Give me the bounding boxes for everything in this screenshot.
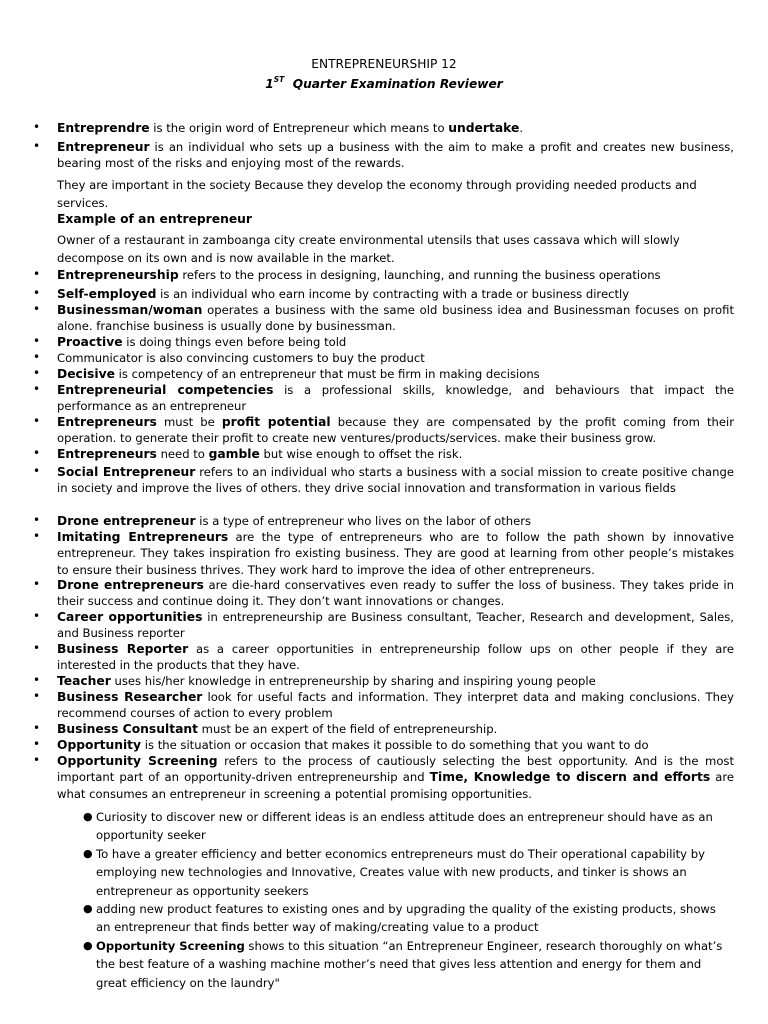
list-item [33,286,734,302]
bullet-icon: • [33,302,41,316]
list-item [33,139,734,172]
definition: must be an expert of the field of entrepreneurship. [198,722,498,736]
list-item [33,513,734,529]
list-item [33,689,734,722]
definition: need to [156,447,209,461]
term: Entrepreneurs [57,447,157,461]
entrepreneur-importance: They are important in the society Because they develop the economy through providing needed products and services. [57,178,697,211]
term: Imitating Entrepreneurs [57,530,229,544]
term: Business Researcher [57,690,203,704]
term: Entrepreneurs [57,415,157,429]
definition: is an individual who earn income by contracting with a trade or business directly [156,287,630,301]
definition: Curiosity to discover new or different ideas is an endless attitude does an entrepreneur should have as an opportunity seeker [96,810,713,843]
subtitle-number: 1 [265,77,274,92]
document-subtitle [0,72,768,93]
bullet-icon: • [33,446,41,460]
term: Drone entrepreneur [57,514,196,528]
term: Entrepreneurship [57,268,179,282]
definition: as a career opportunities in entrepreneurship follow ups on other people if they are interested in the products that they have. [57,642,734,673]
list-item [33,721,734,737]
sub-list-item [83,808,734,845]
definition: uses his/her knowledge in entrepreneurship by sharing and inspiring young people [110,674,596,688]
bullet-icon: ● [83,847,93,860]
bullet-icon: • [33,286,41,300]
list-item [33,382,734,415]
list-item [33,577,734,610]
list-item [33,120,734,136]
bullet-icon: • [33,609,41,623]
bullet-icon: • [33,120,41,134]
bullet-icon: • [33,464,41,478]
term: Entrepreneur [57,140,150,154]
bullet-icon: • [33,267,41,281]
bullet-icon: • [33,350,41,364]
sub-list-item [83,845,734,900]
list-item [33,464,734,497]
term: Business Consultant [57,722,198,736]
bullet-icon: ● [83,939,93,952]
definition: is competency of an entrepreneur that must be firm in making decisions [114,367,540,381]
term: Decisive [57,367,115,381]
definition: Communicator is also convincing customers to buy the product [57,351,425,365]
bullet-icon: • [33,721,41,735]
list-item [33,302,734,335]
definition: refers to the process of cautiously selecting the best opportunity. And is the most important part of an opportunity-driven entrepreneurship and [57,754,735,785]
bullet-icon: ● [83,902,93,915]
definition: are die-hard conservatives even ready to suffer the loss of business. They takes pride in their success and continue doing it. They don’t want innovations or changes. [57,578,734,609]
definition: is an individual who sets up a business with the aim to make a profit and creates new business, bearing most of the risks and enjoying most of the rewards. [57,140,734,171]
term: undertake [448,121,520,135]
definition: operates a business with the same old business idea and Businessman focuses on profit alone. franchise business is usually done by businessman. [57,303,734,334]
list-item [33,737,734,753]
list-item [33,267,734,283]
subtitle-text: Quarter Examination Reviewer [292,77,503,92]
sub-list-item [83,937,734,992]
term: Career opportunities [57,610,203,624]
definition: is doing things even before being told [122,335,347,349]
term: Self-employed [57,287,157,301]
definition: in entrepreneurship are Business consultant, Teacher, Research and development, Sales, and Business reporter [57,610,734,641]
definition: To have a greater efficiency and better economics entrepreneurs must do Their operational capability by employing new technologies and Innovative, Creates value with new products, and tinker is shows an entrepreneur as opportunity seekers [96,847,705,898]
term: gamble [208,447,260,461]
term: Teacher [57,674,111,688]
bullet-icon: • [33,753,41,767]
sub-list-item [83,900,734,937]
definition: is the origin word of Entrepreneur which means to [149,121,449,135]
bullet-icon: • [33,414,41,428]
list-item [33,350,734,366]
bullet-icon: • [33,334,41,348]
bullet-icon: • [33,641,41,655]
bullet-icon: • [33,737,41,751]
list-item [33,609,734,642]
definition: but wise enough to offset the risk. [259,447,463,461]
definition: . [519,121,524,135]
example-heading: Example of an entrepreneur [57,212,252,226]
bullet-icon: ● [83,810,93,823]
definition: are what consumes an entrepreneur in screening a potential promising opportunities. [57,770,734,801]
term: Time, Knowledge to discern and efforts [429,770,711,785]
term: Opportunity [57,738,142,752]
document-title: ENTREPRENEURSHIP 12 [311,57,457,71]
term: profit potential [221,415,331,429]
definition: are the type of entrepreneurs who are to follow the path shown by innovative entrepreneur. They takes inspiration fro existing business. They are good at learning from other people’s mistakes to ensure their business thrives. They work hard to improve the idea of other entrepreneurs. [57,530,734,577]
bullet-icon: • [33,513,41,527]
example-text: Owner of a restaurant in zamboanga city create environmental utensils that uses cassava which will slowly decompose on its own and is now available in the market. [57,233,680,266]
term: Business Reporter [57,642,189,656]
bullet-icon: • [33,139,41,153]
list-item [33,334,734,350]
term: Opportunity Screening [57,754,218,768]
bullet-icon: • [33,382,41,396]
bullet-icon: • [33,577,41,591]
definition: look for useful facts and information. They interpret data and making conclusions. They recommend courses of action to every problem [57,690,734,721]
term: Opportunity Screening [96,939,245,953]
term: Drone entrepreneurs [57,578,204,592]
document-header [0,56,768,93]
term: Social Entrepreneur [57,465,196,479]
term: Entrepreneurial competencies [57,383,274,397]
bullet-icon: • [33,673,41,687]
definition: is the situation or occasion that makes it possible to do something that you want to do [141,738,649,752]
list-item [33,529,734,578]
term: Businessman/woman [57,303,203,317]
list-item [33,753,735,802]
list-item [33,366,734,382]
bullet-icon: • [33,529,41,543]
term: Entreprendre [57,121,150,135]
list-item [33,673,734,689]
definition: because they are compensated by the profit coming from their operation. to generate their profit to create new ventures/products/services. make their business grow. [57,415,735,446]
bullet-icon: • [33,366,41,380]
bullet-icon: • [33,689,41,703]
definition: must be [156,415,222,429]
subtitle-superscript: ST [273,75,285,84]
definition: refers to an individual who starts a business with a social mission to create positive change in society and improve the lives of others. they drive social innovation and transformation in various fields [57,465,734,496]
definition: is a professional skills, knowledge, and behaviours that impact the performance as an entrepreneur [57,383,734,414]
definition: shows to this situation “an Entrepreneur Engineer, research thoroughly on what’s the best feature of a washing machine mother’s need that gives less attention and energy for them and great efficiency on the laundry" [96,939,723,990]
term: Proactive [57,335,123,349]
list-item [33,641,734,674]
definition: is a type of entrepreneur who lives on the labor of others [195,514,532,528]
list-item [33,446,734,462]
definition: refers to the process in designing, launching, and running the business operations [178,268,661,282]
definition: adding new product features to existing ones and by upgrading the quality of the existing products, shows an entrepreneur that finds better way of making/creating value to a product [96,902,716,935]
list-item [33,414,735,447]
